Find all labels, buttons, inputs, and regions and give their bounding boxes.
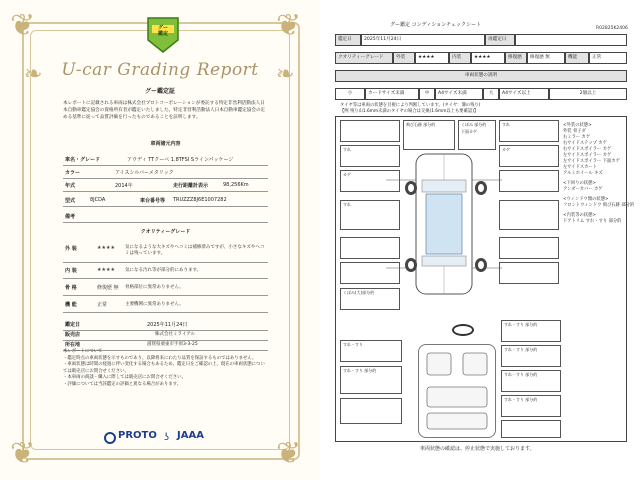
exterior-grade-row [63,242,268,263]
mileage-value: 98,256Km [223,182,249,188]
panel-right-1-label: すれ [502,122,510,127]
wheel-rear-right-icon [475,258,487,272]
function-label: 機 能 [65,302,77,308]
vin-value: TRUZZZ8J6E1007282 [173,197,227,203]
panel-right-5 [499,237,559,259]
panel-right-6 [499,262,559,284]
legend-note-1: タイヤ等は車両の状態を目視により判断しています。(タイヤ：溝の残り) [340,103,481,108]
panel-left-1 [340,120,400,142]
notes-title: 本レポートについて [63,349,103,354]
date-label-cell: 鑑定日 [335,34,361,46]
legend-large: 大 [483,88,499,100]
interior-label: 内 装 [65,268,77,274]
ornament-bottom-right: ❦ [276,436,302,471]
legend-a4over: A4サイズ以上 [499,88,549,100]
date-value-cell: 2025年11月24日 [361,34,485,46]
right-note-9: アルミホイール キズ [563,171,603,176]
model-label: 車名・グレード [65,157,101,163]
sheet-footer: 車両状態の確認は、停止状態で実施しております。 [420,446,535,452]
panel-interior-right-4-label: すれ・すり 部分的 [504,397,538,402]
repair-note: 骨格部位に異常ありません。 [125,285,184,290]
repair-value: 修復歴 無 [97,285,119,291]
right-note-3: 右ミラー カゲ [563,135,591,140]
wheel-front-right-icon [475,181,487,195]
color-value: アイスシルバーメタリック [115,170,174,176]
ornament-right-ribbon: ❧ [276,62,295,87]
steering-wheel-icon [452,324,474,336]
script-title: U-car Grading Report [61,60,259,80]
right-note-1: <外装の状態> [563,123,592,128]
sheet-number: R02825K2406 [596,26,628,31]
jaaa-logo: JAAA [177,430,204,441]
right-note-8: 左サイドスカート [563,165,598,170]
note-4: ・評価については当該鑑定の評価と異なる場合があります。 [63,381,182,387]
panel-interior-right-5 [501,420,561,438]
panel-right-2 [499,145,559,167]
year-row [63,179,268,192]
model-row [63,153,268,166]
exterior-label: 外 装 [65,246,77,252]
panel-right-4 [499,200,559,230]
panel-interior-right-1-label: すれ・すり 部分的 [504,322,538,327]
exterior-note: 気になるような大キズやヘコミは補修済みですが、小さなキズやヘコミは残っています。 [125,245,265,256]
right-note-17: <内装等の状態> [563,213,596,218]
legend-multiple: 2個以上 [549,88,627,100]
panel-interior-right-3 [501,370,561,392]
legend-small: 小 [335,88,365,100]
reinspect-value-cell [515,34,627,46]
panel-interior-left-3 [340,398,402,424]
legend-medium: 中 [419,88,435,100]
wheel-rear-left-icon [405,258,417,272]
panel-interior-right-2 [501,345,561,367]
repair-value-cell: 修復歴 無 [527,52,565,64]
certificate-notes [63,349,268,389]
model-value: アウディ TTクーペ 1.8TFSI Sラインパッケージ [127,157,234,163]
panel-top-2-label: くぼみ 部分的 [461,122,487,127]
address-label: 所在地 [65,342,81,348]
interior-stars-cell: ★★★★ [471,52,505,64]
note-1: ・鑑定時点の車両状態を示すものであり、以降将来にわたり品質を保証するものではありません。 [63,355,257,361]
year-label: 年式 [65,183,76,189]
interior-stars: ★★★★ [97,267,115,273]
right-note-4: 右サイドステップ カゲ [563,141,607,146]
panel-interior-left-2-label: すれ・すり 部分的 [343,368,377,373]
sheet-title: グー鑑定 コンディションチェックシート [390,22,481,28]
reinspect-label-cell: 再鑑定日 [485,34,515,46]
panel-top-2-sub: 下面カゲ [461,129,477,134]
proto-logo: PROTO [118,430,157,441]
legend-note-2: 【例 残り山1.6mm未満のタイヤの場合は交換(1.6mm以上も要確認)】 [340,109,479,114]
legend-a4: A4サイズ未満 [435,88,483,100]
function-value-cell: 正常 [589,52,627,64]
interior-grade-row [63,264,268,279]
panel-left-7-label: くぼみ(大)部分的 [343,290,375,295]
right-note-15: フロントウィンドウ 飛び石跡 部分的 [563,203,635,208]
right-note-14: <ウィンドウ類の状態> [563,197,609,202]
legend-card: カードサイズ未満 [365,88,419,100]
ornament-left-ribbon: ❧ [24,62,43,87]
note-3: ・本車両の商談・購入に際しては販売店にお問合せください。 [63,375,186,381]
right-note-12: アンダーカバー カゲ [563,187,603,192]
right-note-6: 左サイドスポイラー カゲ [563,153,612,158]
exterior-label-cell: 外装 [393,52,415,64]
inspection-date-value: 2025年11月24日 [147,322,188,328]
panel-left-3-label: カゲ [343,172,351,177]
right-note-18: ドアトリム すれ・すり 部分的 [563,219,622,224]
car-top-view-diagram [386,150,502,300]
type-label: 型式 [65,198,76,204]
interior-note: 気になる汚れ等が部分的にあります。 [125,268,202,273]
ornament-top-left: ❦ [10,8,36,43]
panel-interior-left-1 [340,340,402,362]
inspection-date-label: 鑑定日 [65,322,81,328]
right-note-2: 外装 骨子ダ [563,129,586,134]
quality-section-heading: クオリティーグレード [140,229,191,235]
panel-right-1 [499,120,559,142]
right-note-7: 左サイドスポイラー 下面カゲ [563,159,620,164]
panel-top-1 [403,120,455,150]
panel-right-3 [499,170,559,192]
grade-label-cell: クオリティーグレード [335,52,393,64]
interior-label-cell: 内装 [449,52,471,64]
ornament-bottom-left: ❦ [10,436,36,471]
exterior-stars-cell: ★★★★ [415,52,449,64]
certificate-heading: グー鑑定証 [144,88,175,95]
panel-interior-right-3-label: すれ・すり 部分的 [504,372,538,377]
panel-left-4-label: すれ [343,202,351,207]
jaaa-logo-icon: ʖ [164,432,170,443]
color-label: カラー [65,170,81,176]
exterior-stars: ★★★★ [97,245,115,251]
function-note: 主要機関に異常ありません。 [125,302,184,307]
wheel-front-left-icon [405,181,417,195]
vehicle-section-heading: 車両諸元内容 [150,141,181,147]
address-value: 滋賀県栗東市手原3-3-25 [147,342,198,347]
remarks-label: 備考 [65,214,76,220]
panel-interior-left-1-label: すれ・すり [343,342,363,347]
year-value: 2014年 [115,183,133,189]
panel-right-2-label: カゲ [502,147,510,152]
panel-top-1-label: 飛び石跡 部分的 [406,122,436,127]
panel-top-2 [458,120,496,150]
certificate-intro: 本レポートに記載される車両は株式会社プロトコーポレーションが委託する特定非営利活動法人日本自動車鑑定協会の資格所有者が鑑定いたしました。特定非営利活動法人日本自動車鑑定協会の定める基準に従って品質評価を行ったものであることを証明します。 [63,101,266,120]
shop-value: 株式会社ミライアル [155,332,196,337]
type-value: 8JCDA [90,197,106,203]
type-row [63,194,268,207]
ornament-top-right: ❦ [276,8,302,43]
badge-text: グー 鑑定 [157,25,168,37]
repair-label: 骨 格 [65,285,77,291]
interior-seat-diagram [418,344,496,438]
color-row [63,166,268,179]
proto-logo-icon [104,432,116,444]
status-heading: 車両状態の説明 [335,70,627,82]
panel-interior-left-2 [340,366,402,394]
note-2: ・車両状態は時間の経過に伴い変化する場合もあるため、鑑定日をご確認の上、現在の車両状態については販売店にお問合せください。 [63,362,265,374]
function-grade-row [63,298,268,313]
vin-label: 車台番号等 [140,198,166,204]
right-note-11: <下回りの状態> [563,181,596,186]
shop-label: 販売店 [65,332,81,338]
function-value: 正常 [97,302,108,308]
panel-interior-right-2-label: すれ・すり 部分的 [504,347,538,352]
panel-left-2-label: すれ [343,147,351,152]
function-label-cell: 機能 [565,52,589,64]
mileage-label: 走行距離計表示 [173,183,209,189]
panel-interior-right-1 [501,320,561,342]
remarks-row [63,210,268,223]
goo-badge-logo [146,16,180,54]
panel-interior-right-4 [501,395,561,417]
repair-grade-row [63,281,268,296]
repair-label-cell: 修復歴 [505,52,527,64]
right-note-5: 右サイドスポイラー カゲ [563,147,612,152]
